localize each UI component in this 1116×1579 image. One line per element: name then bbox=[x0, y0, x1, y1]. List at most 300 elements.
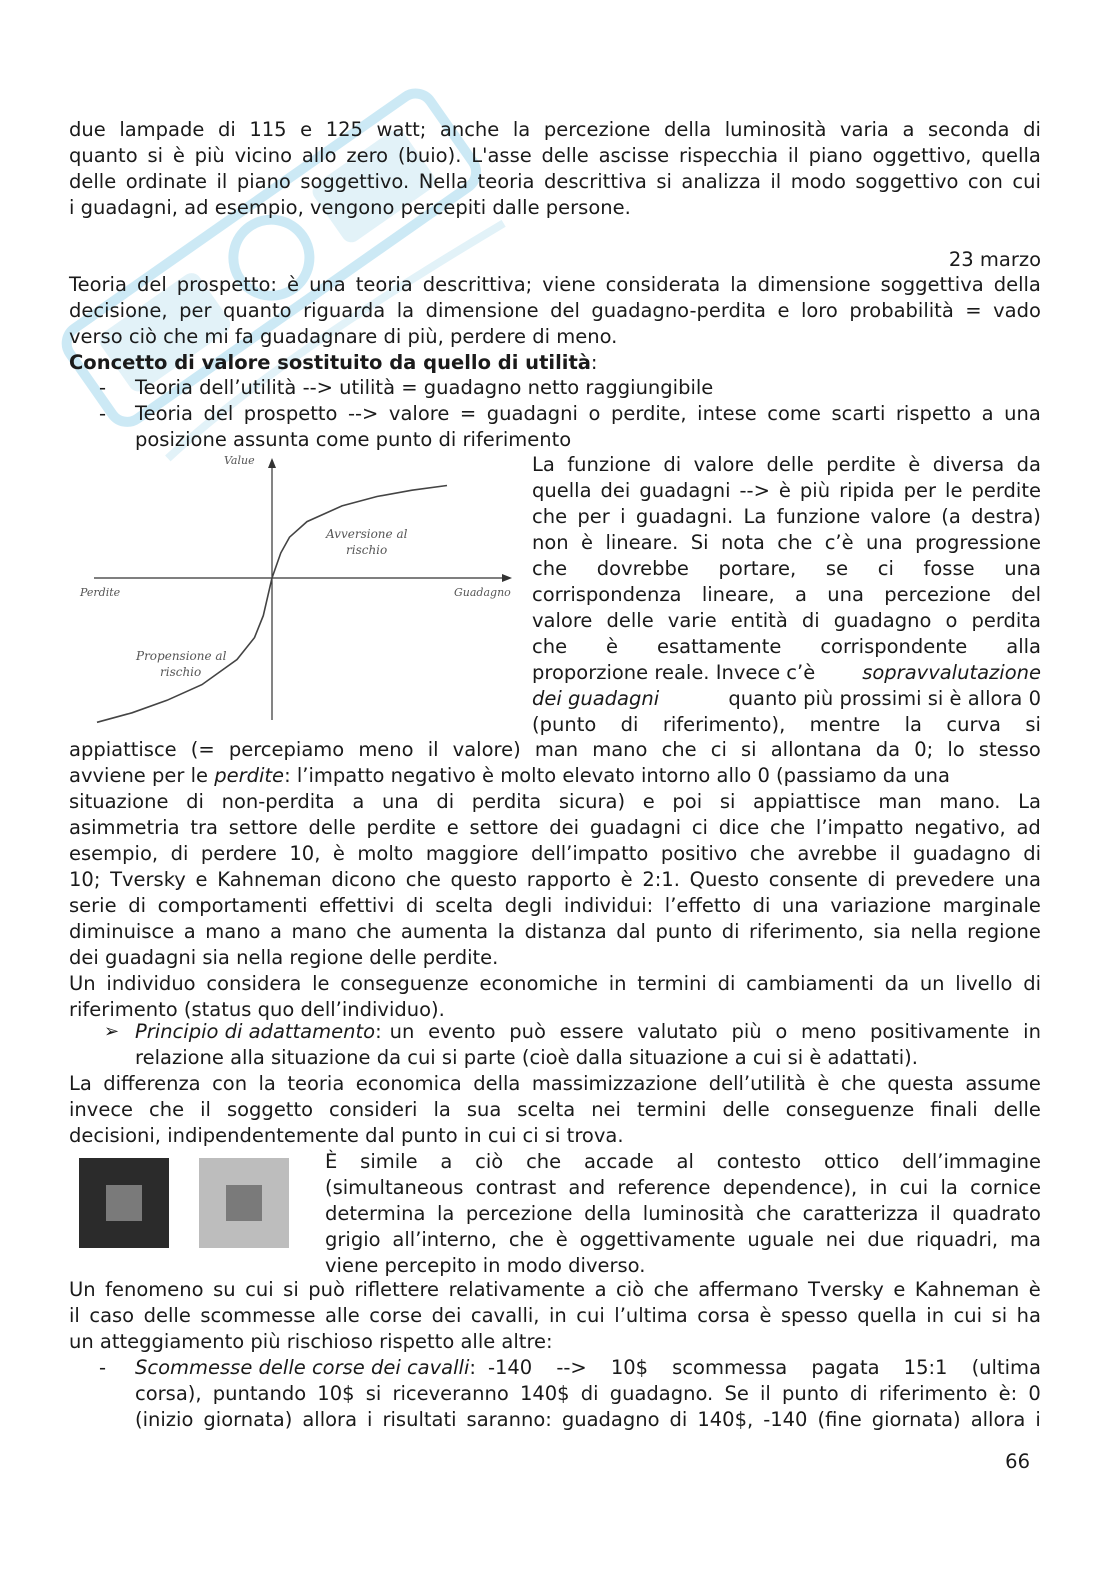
word: soggettiva bbox=[880, 273, 984, 296]
word: dimensione bbox=[757, 273, 871, 296]
word: in bbox=[926, 1304, 945, 1327]
word: delle bbox=[606, 609, 654, 632]
word: per bbox=[577, 505, 610, 528]
side-line-1 bbox=[532, 452, 1041, 478]
word: riguarda bbox=[303, 299, 386, 322]
word: lampade bbox=[119, 118, 205, 141]
word: è: bbox=[998, 1382, 1018, 1405]
word: nota bbox=[720, 531, 765, 554]
word: la bbox=[396, 299, 415, 322]
word: dimensione bbox=[425, 299, 539, 322]
word: a bbox=[183, 920, 196, 943]
word: di bbox=[128, 894, 146, 917]
word: luminosità bbox=[724, 118, 827, 141]
word: la bbox=[436, 1202, 455, 1225]
word: termini bbox=[637, 972, 707, 995]
principle-bullet bbox=[135, 1019, 1041, 1071]
word: alla bbox=[1006, 635, 1041, 658]
word: affermano bbox=[698, 1278, 799, 1301]
word: 140$, bbox=[697, 1408, 754, 1431]
word: per bbox=[903, 479, 937, 502]
word: descrittiva bbox=[543, 170, 647, 193]
word: oggettivamente bbox=[579, 1228, 736, 1251]
word: (= bbox=[190, 738, 215, 761]
word: massimizzazione bbox=[531, 1072, 698, 1095]
word: quanto bbox=[222, 299, 292, 322]
side-line-10-italic: dei guadagni bbox=[532, 687, 660, 710]
word: che bbox=[840, 1072, 876, 1095]
word: della bbox=[584, 1202, 632, 1225]
word: 140$ bbox=[519, 1382, 570, 1405]
word: mano bbox=[205, 920, 261, 943]
word: si bbox=[1025, 713, 1041, 736]
principle-line-1-rest bbox=[390, 1019, 1041, 1045]
word: portare, bbox=[718, 557, 797, 580]
word: di bbox=[849, 1382, 868, 1405]
word: i bbox=[367, 1408, 373, 1431]
bullet-marker-1: - bbox=[99, 376, 107, 399]
word: a bbox=[981, 402, 994, 425]
word: delle bbox=[69, 170, 117, 193]
word: questo bbox=[450, 868, 518, 891]
word: assume bbox=[965, 1072, 1041, 1095]
word: dei bbox=[600, 479, 631, 502]
word: dell’impatto bbox=[530, 842, 649, 865]
word: il bbox=[427, 738, 439, 761]
word: le bbox=[312, 972, 330, 995]
word: delle bbox=[143, 1304, 191, 1327]
prospect-paragraph bbox=[69, 272, 1041, 376]
word: valore) bbox=[452, 738, 521, 761]
word: economica bbox=[355, 1072, 462, 1095]
word: cui bbox=[245, 1278, 274, 1301]
word: punto bbox=[655, 920, 713, 943]
word: marginale bbox=[942, 894, 1041, 917]
word: che bbox=[755, 1202, 792, 1225]
word: zero bbox=[346, 144, 389, 167]
word: la bbox=[940, 1176, 958, 1199]
word: poi bbox=[672, 790, 703, 813]
word: Kahneman bbox=[217, 868, 322, 891]
arrow-bullet-icon: ➢ bbox=[104, 1021, 120, 1042]
word: livello bbox=[955, 972, 1013, 995]
word: in bbox=[1023, 1020, 1041, 1043]
word: settore bbox=[469, 816, 539, 839]
word: puntando bbox=[212, 1382, 307, 1405]
individual-line-1 bbox=[69, 971, 1041, 997]
word: fosse bbox=[923, 557, 975, 580]
word: non-perdita bbox=[221, 790, 335, 813]
intro-line-3 bbox=[69, 169, 1041, 195]
side-line-10-text: quanto più prossimi si è allora 0 bbox=[728, 687, 1041, 710]
word: riquadri, bbox=[915, 1228, 999, 1251]
word: differenza bbox=[103, 1072, 201, 1095]
word: la bbox=[904, 713, 923, 736]
word: della bbox=[993, 273, 1041, 296]
word: da bbox=[875, 738, 901, 761]
inner-grey-square-dark bbox=[226, 1185, 262, 1221]
word: è bbox=[581, 531, 594, 554]
word: progressione bbox=[915, 531, 1041, 554]
word: 2:1. bbox=[642, 868, 680, 891]
word: funzione bbox=[776, 505, 861, 528]
word: e bbox=[777, 299, 790, 322]
word: appiattisce bbox=[69, 738, 177, 761]
optic-line-3 bbox=[325, 1201, 1041, 1227]
word: curva bbox=[946, 713, 1001, 736]
word: luminosità bbox=[642, 1202, 745, 1225]
word: varie bbox=[667, 609, 717, 632]
word: È bbox=[325, 1150, 338, 1173]
prospect-line-2 bbox=[69, 298, 1041, 324]
word: teoria bbox=[477, 170, 535, 193]
annotation-propensione-line2: rischio bbox=[160, 665, 202, 679]
side-line-9-text: proporzione reale. Invece c’è bbox=[532, 661, 816, 684]
word: al bbox=[676, 1150, 694, 1173]
word: guadagno-perdita bbox=[591, 299, 766, 322]
word: lineare. bbox=[605, 531, 679, 554]
word: si bbox=[719, 790, 736, 813]
word: piano bbox=[808, 144, 863, 167]
word: comportamenti bbox=[157, 894, 308, 917]
word: corsa bbox=[697, 1304, 750, 1327]
word: giornata) bbox=[203, 1408, 293, 1431]
word: una bbox=[1004, 402, 1041, 425]
word: asimmetria bbox=[69, 816, 180, 839]
word: e bbox=[446, 816, 459, 839]
word: soggettivo. bbox=[300, 170, 410, 193]
word: regione bbox=[967, 920, 1041, 943]
word: della bbox=[664, 118, 712, 141]
word: delle bbox=[722, 1098, 770, 1121]
word: dice bbox=[718, 816, 760, 839]
word: modo bbox=[790, 170, 846, 193]
word: 0 bbox=[1028, 1382, 1041, 1405]
intro-paragraph bbox=[69, 117, 1041, 221]
word: nei bbox=[825, 1228, 856, 1251]
word: L'asse bbox=[471, 144, 532, 167]
word: (buio). bbox=[397, 144, 462, 167]
word: Teoria bbox=[69, 273, 127, 296]
word: da bbox=[1016, 453, 1041, 476]
word: risultati bbox=[382, 1408, 457, 1431]
word: --> bbox=[347, 402, 379, 425]
bet-italic: Scommesse delle corse dei cavalli bbox=[135, 1356, 470, 1379]
word: relativamente bbox=[448, 1278, 586, 1301]
word: descrittiva; bbox=[422, 273, 533, 296]
word: avrebbe bbox=[797, 842, 878, 865]
word: più bbox=[731, 1020, 762, 1043]
word: dependence), bbox=[722, 1176, 858, 1199]
word: Tversky bbox=[808, 1278, 884, 1301]
word: (a bbox=[941, 505, 961, 528]
word: prospetto: bbox=[176, 273, 278, 296]
word: La bbox=[743, 505, 767, 528]
word: corrispondente bbox=[820, 635, 968, 658]
word: oggettivo, bbox=[872, 144, 972, 167]
word: conseguenze bbox=[340, 972, 469, 995]
word: allora bbox=[302, 1408, 358, 1431]
word: contrast bbox=[475, 1176, 557, 1199]
word: La bbox=[532, 453, 555, 476]
word: guadagni bbox=[639, 479, 731, 502]
word: ciò bbox=[475, 1150, 504, 1173]
word: Tversky bbox=[110, 868, 186, 891]
word: di bbox=[752, 894, 771, 917]
word: è bbox=[908, 453, 921, 476]
word: di bbox=[663, 453, 682, 476]
bullet-prospect-line-1 bbox=[135, 401, 1041, 427]
word: alle bbox=[324, 1304, 360, 1327]
word: rispetto bbox=[895, 402, 972, 425]
word: è bbox=[817, 1072, 830, 1095]
word: --> bbox=[739, 479, 770, 502]
y-axis-arrow bbox=[268, 458, 276, 468]
word: quella bbox=[857, 1304, 917, 1327]
word: ci bbox=[710, 738, 727, 761]
optic-paragraph bbox=[325, 1149, 1041, 1279]
word: intese bbox=[697, 402, 757, 425]
dark-frame-square bbox=[79, 1158, 169, 1248]
word: accade bbox=[583, 1150, 654, 1173]
side-line-7 bbox=[532, 608, 1041, 634]
word: e bbox=[893, 1278, 906, 1301]
word: diminuisce bbox=[69, 920, 175, 943]
optic-line-5: viene percepito in modo diverso. bbox=[325, 1254, 646, 1277]
word: prevedere bbox=[895, 868, 995, 891]
word: quanto bbox=[69, 144, 138, 167]
word: valore bbox=[532, 609, 593, 632]
word: è bbox=[1028, 1278, 1041, 1301]
word: una bbox=[1004, 557, 1041, 580]
wide-line-6 bbox=[69, 867, 1041, 893]
word: cavalli, bbox=[470, 1304, 540, 1327]
word: considerata bbox=[605, 273, 721, 296]
word: individui: bbox=[563, 894, 654, 917]
difference-paragraph bbox=[69, 1071, 1041, 1149]
word: and bbox=[568, 1176, 606, 1199]
word: su bbox=[213, 1278, 236, 1301]
word: che bbox=[532, 505, 568, 528]
word: Si bbox=[690, 531, 709, 554]
word: quella bbox=[532, 479, 592, 502]
word: scelta bbox=[435, 894, 494, 917]
word: nella bbox=[910, 920, 958, 943]
word: 10; bbox=[69, 868, 101, 891]
word: ci bbox=[877, 557, 894, 580]
word: di bbox=[186, 790, 204, 813]
word: più bbox=[799, 479, 831, 502]
word: (inizio bbox=[135, 1408, 194, 1431]
word: e bbox=[300, 118, 313, 141]
word: ciò bbox=[616, 1278, 645, 1301]
prospect-line-3: verso ciò che mi fa guadagnare di più, perdere di meno. bbox=[69, 325, 618, 348]
word: anche bbox=[439, 118, 500, 141]
word: ad bbox=[1016, 816, 1041, 839]
word: punto bbox=[782, 1382, 839, 1405]
word: nei bbox=[591, 1098, 621, 1121]
word: Kahneman bbox=[914, 1278, 1020, 1301]
word: Questo bbox=[689, 868, 760, 891]
word: perdite bbox=[971, 479, 1041, 502]
word: -140 bbox=[763, 1408, 808, 1431]
word: è bbox=[172, 144, 185, 167]
word: ha bbox=[1016, 1304, 1041, 1327]
word: cui bbox=[953, 1304, 983, 1327]
word: allontana bbox=[770, 738, 862, 761]
side-line-3 bbox=[532, 504, 1041, 530]
y-axis-label: Value bbox=[224, 454, 255, 467]
word: e bbox=[642, 790, 655, 813]
word: con bbox=[967, 170, 1003, 193]
bullet-prospect-line-2: posizione assunta come punto di riferimento bbox=[135, 428, 572, 451]
heading-text: Concetto di valore sostituito da quello di utilità bbox=[69, 351, 591, 374]
word: guadagni. bbox=[635, 505, 734, 528]
principle-line-2: relazione alla situazione da cui si parte (cioè dalla situazione a cui si è adattati). bbox=[135, 1046, 918, 1069]
word: 10$ bbox=[317, 1382, 355, 1405]
word: può bbox=[509, 1020, 546, 1043]
word: a bbox=[795, 583, 807, 606]
word: il bbox=[787, 144, 799, 167]
word: la bbox=[730, 273, 748, 296]
word: scarti bbox=[831, 402, 886, 425]
word: dei bbox=[549, 816, 580, 839]
x-axis-arrow bbox=[502, 574, 512, 582]
word: mentre bbox=[809, 713, 881, 736]
word: varia bbox=[840, 118, 889, 141]
word: rapporto bbox=[526, 868, 611, 891]
word: positivo bbox=[660, 842, 738, 865]
word: guadagni bbox=[589, 816, 682, 839]
word: grigio bbox=[325, 1228, 381, 1251]
word: dovrebbe bbox=[596, 557, 689, 580]
word: a bbox=[902, 118, 915, 141]
word: caratterizza bbox=[802, 1202, 919, 1225]
word: degli bbox=[504, 894, 553, 917]
word: è bbox=[606, 635, 619, 658]
word: viene bbox=[542, 273, 596, 296]
word: scommessa bbox=[672, 1356, 788, 1379]
side-line-5 bbox=[532, 556, 1041, 582]
word: in bbox=[869, 1176, 888, 1199]
word: questa bbox=[887, 1072, 954, 1095]
bullet-utility: Teoria dell’utilità --> utilità = guadagno netto raggiungibile bbox=[135, 376, 714, 399]
word: del bbox=[203, 402, 234, 425]
optic-line-2 bbox=[325, 1175, 1041, 1201]
side-line-11 bbox=[532, 712, 1041, 738]
wide-line-2-b: : l’impatto negativo è molto elevato intorno allo 0 (passiamo da una bbox=[284, 764, 950, 787]
word: caso bbox=[89, 1304, 135, 1327]
word: corsa), bbox=[135, 1382, 202, 1405]
date-label: 23 marzo bbox=[948, 248, 1041, 271]
word: guadagno. bbox=[609, 1382, 714, 1405]
word: quella bbox=[981, 144, 1041, 167]
word: una bbox=[866, 531, 903, 554]
word: meno bbox=[800, 1020, 857, 1043]
word: uguale bbox=[747, 1228, 814, 1251]
side-line-9-italic: sopravvalutazione bbox=[862, 661, 1041, 684]
word: del bbox=[1011, 583, 1041, 606]
word: si bbox=[147, 144, 164, 167]
word: entità bbox=[730, 609, 788, 632]
word: cornice bbox=[970, 1176, 1041, 1199]
word: o bbox=[588, 402, 601, 425]
side-line-8 bbox=[532, 634, 1041, 660]
wide-line-1 bbox=[69, 737, 1041, 763]
word: considera bbox=[206, 972, 302, 995]
word: vado bbox=[993, 299, 1041, 322]
asymmetry-paragraph bbox=[69, 737, 1041, 1023]
word: come bbox=[767, 402, 821, 425]
word: 10$ bbox=[610, 1356, 649, 1379]
word: che bbox=[532, 635, 568, 658]
word: sicura) bbox=[558, 790, 626, 813]
word: mano bbox=[291, 920, 347, 943]
word: (fine bbox=[817, 1408, 862, 1431]
word: di bbox=[1023, 842, 1041, 865]
word: il bbox=[216, 170, 228, 193]
wide-line-2-a: avviene per le bbox=[69, 764, 209, 787]
word: determina bbox=[325, 1202, 426, 1225]
bet-line-2 bbox=[135, 1381, 1041, 1407]
bet-bullet-marker: - bbox=[99, 1356, 107, 1379]
annotation-propensione: Propensione al bbox=[136, 649, 227, 663]
word: a bbox=[440, 1150, 453, 1173]
word: termini bbox=[636, 1098, 707, 1121]
word: stesso bbox=[978, 738, 1041, 761]
word: scommesse bbox=[200, 1304, 316, 1327]
word: il bbox=[200, 1098, 211, 1121]
word: individuo bbox=[106, 972, 196, 995]
word: corrispondenza bbox=[532, 583, 682, 606]
word: consideri bbox=[329, 1098, 418, 1121]
word: del bbox=[550, 299, 580, 322]
word: essere bbox=[559, 1020, 624, 1043]
word: evento bbox=[428, 1020, 496, 1043]
word: è bbox=[332, 842, 345, 865]
word: che bbox=[777, 531, 813, 554]
word: la bbox=[512, 118, 531, 141]
word: l’effetto bbox=[664, 894, 742, 917]
phenomenon-paragraph bbox=[69, 1277, 1041, 1355]
word: corse bbox=[369, 1304, 423, 1327]
word: il bbox=[929, 1202, 941, 1225]
word: due bbox=[69, 118, 106, 141]
word: percezione bbox=[543, 118, 651, 141]
principle-colon: : bbox=[375, 1020, 382, 1043]
light-frame-square bbox=[199, 1158, 289, 1248]
word: dell’immagine bbox=[902, 1150, 1041, 1173]
word: o bbox=[775, 1020, 788, 1043]
word: guadagno bbox=[561, 1408, 660, 1431]
bet-bullet bbox=[135, 1355, 1041, 1433]
word: 10, bbox=[289, 842, 321, 865]
word: si bbox=[741, 738, 757, 761]
word: = bbox=[965, 299, 982, 322]
word: consente bbox=[768, 868, 858, 891]
word: ordinate bbox=[125, 170, 208, 193]
word: 115 bbox=[249, 118, 287, 141]
word: di bbox=[217, 118, 236, 141]
word: guadagno bbox=[913, 842, 1011, 865]
word: di bbox=[436, 790, 455, 813]
word: il bbox=[69, 1304, 80, 1327]
word: allo bbox=[301, 144, 337, 167]
word: riferimento), bbox=[662, 713, 786, 736]
annotation-avversione: Avversione al bbox=[326, 527, 408, 541]
word: il bbox=[770, 170, 782, 193]
word: percezione bbox=[465, 1202, 573, 1225]
